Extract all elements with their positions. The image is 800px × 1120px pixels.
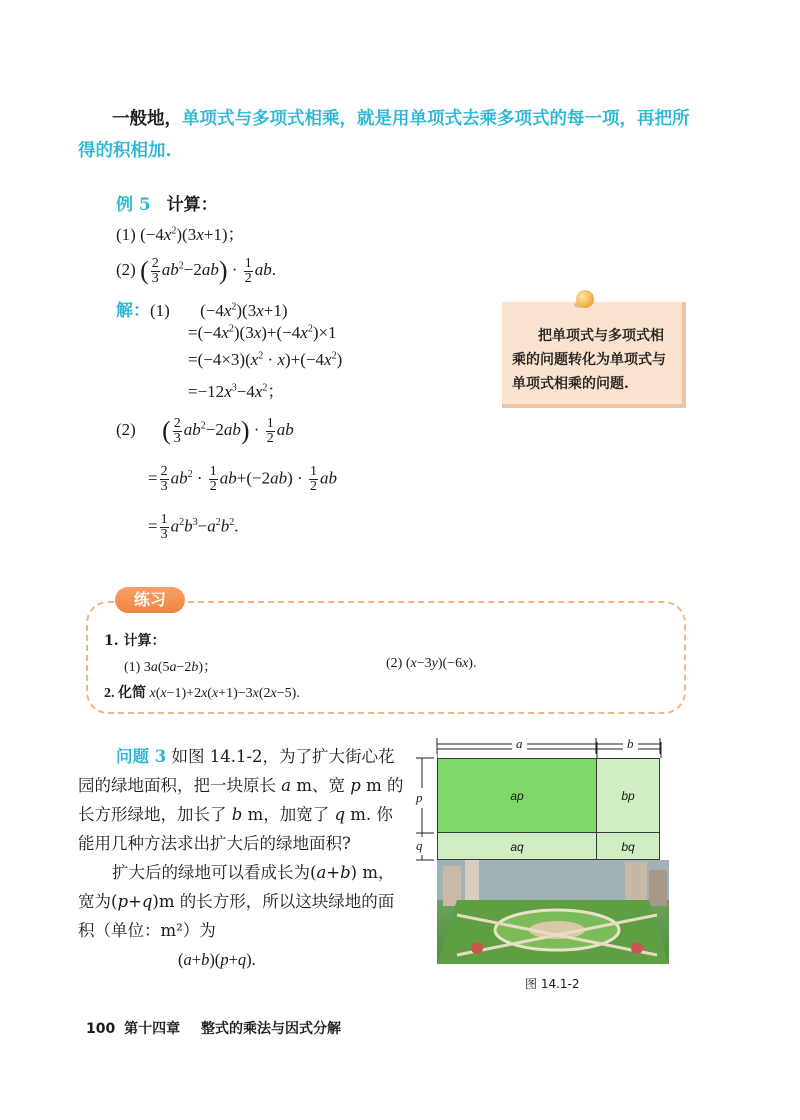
cell-ap: ap (437, 758, 597, 833)
label-b: b (623, 736, 638, 752)
label-q: q (416, 838, 423, 853)
solution-1-line-2: $=(-4x^2)(3x)+(-4x^2)\times 1$ (188, 323, 337, 342)
rule-paragraph (78, 103, 698, 167)
example-problem-2: (2) ( $\frac{2}{3}$ $ab^2-2ab$) · $\frac{1}{2}$ ab. (116, 255, 276, 286)
dimension-arrows (410, 738, 680, 868)
solution-2-line-2: = $\frac{2}{3}$ $ab^2$ · $\frac{1}{2}$ ab+(−2ab) · $\frac{1}{2}$ ab (148, 464, 337, 494)
page-footer (86, 1018, 341, 1038)
practice-q1b: (2) (x−3y)(−6x). (386, 656, 477, 671)
practice-q1: 1. 计算： (104, 633, 166, 649)
label-p: p (416, 788, 423, 808)
pushpin-icon (576, 290, 594, 308)
solution-2-line-3: = $\frac{1}{3}$ $a^2b^3-a^2b^2$. (148, 512, 239, 542)
tip-text: 把单项式与多项式相乘的问题转化为单项式与单项式相乘的问题. (512, 328, 666, 392)
practice-q2: 2. 化简 x(x−1)+2x(x+1)−3x(2x−5). (104, 686, 300, 701)
solution-label: 解： (116, 301, 150, 320)
example-label: 例 5 (116, 195, 151, 215)
solution-2-line-1: (2) ( $\frac{2}{3}$ $ab^2-2ab$) · $\frac{1}{2}$ ab (116, 415, 294, 446)
rule-text: 单项式与多项式相乘，就是用单项式去乘多项式的每一项，再把所得的积相加. (78, 109, 690, 161)
practice-q1a: (1) 3a(5a−2b)； (124, 660, 218, 675)
example-problem-1: (1) $(-4x^2)(3x+1)$； (116, 225, 245, 244)
chapter-label: 第十四章 (124, 1021, 181, 1037)
solution-1-line-3: $=(-4\times 3)(x^2 \cdot x)+(-4x^2)$ (188, 350, 343, 369)
chapter-title: 整式的乘法与因式分解 (200, 1021, 341, 1037)
solution-1-line-1: 解：(1) $(-4x^2)(3x+1)$ (116, 301, 288, 320)
tip-note (502, 302, 686, 408)
cell-aq: aq (437, 832, 597, 860)
question-paragraph: 问题 3 如图 14.1-2，为了扩大街心花园的绿地面积，把一块原长 a m、宽 p m 的长方形绿地，加长了 b m，加宽了 q m. 你能用几种方法求出扩大后的绿地面积? 扩大后的绿地可以看成长为(a+b) m，宽为(p+q)m 的长方形，所以这块绿地的面积（单位：m²）为 (a+b)(p+q). (78, 747, 404, 969)
page-number: 100 (86, 1021, 116, 1037)
example-heading (116, 190, 218, 215)
example-title: 计算： (166, 195, 218, 215)
figure-caption: 图 14.1-2 (525, 977, 580, 991)
question-label: 问题 3 (116, 747, 167, 766)
rule-lead: 一般地， (112, 109, 182, 129)
solution-1-line-4: $=-12x^3-4x^2$； (188, 382, 285, 401)
cell-bp: bp (596, 758, 660, 833)
cell-bq: bq (596, 832, 660, 860)
label-a: a (512, 736, 527, 752)
practice-tab: 练习 (115, 587, 185, 613)
